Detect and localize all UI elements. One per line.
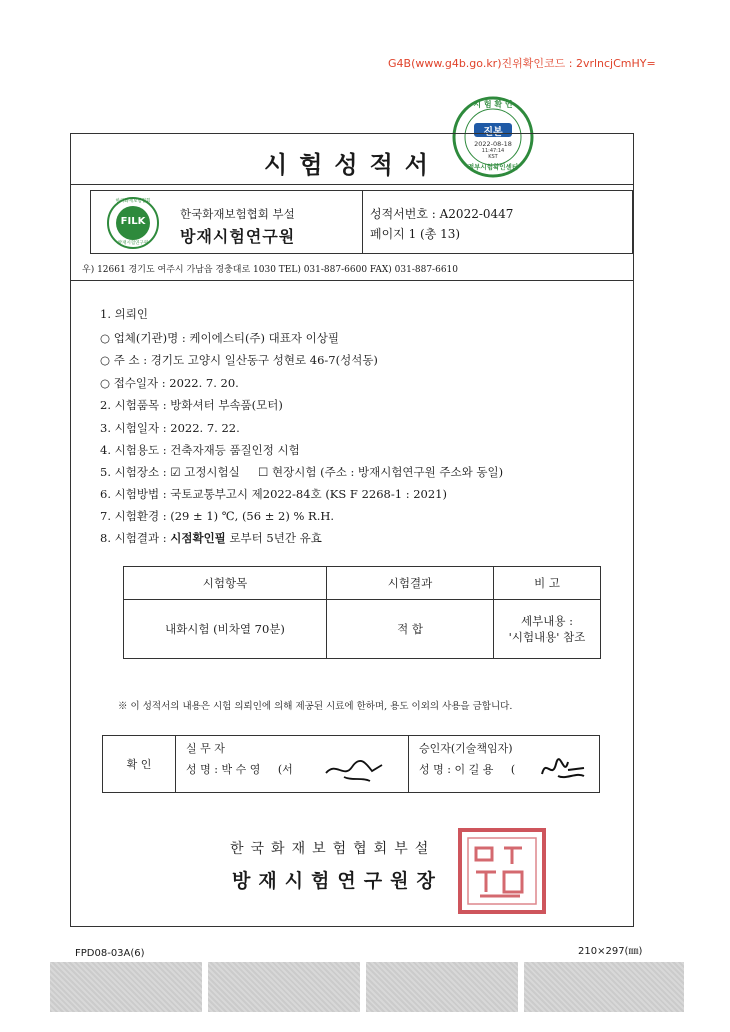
seal-bottom-text: 정부시험확인센터 bbox=[467, 163, 519, 171]
test-result-suffix: 로부터 5년간 유효 bbox=[225, 531, 322, 545]
organization-name: 방재시험연구원 bbox=[180, 227, 296, 246]
official-red-seal-icon bbox=[456, 826, 548, 916]
footer-organization-name: 방재시험연구원장 bbox=[232, 870, 443, 892]
seal-time: 11:47:14 bbox=[481, 148, 505, 154]
test-result-label: 8. 시험결과 : bbox=[100, 531, 171, 545]
logo-ring-top: 한국화재보험협회 bbox=[115, 199, 151, 204]
test-environment-line: 7. 시험환경 : (29 ± 1) ℃, (56 ± 2) % R.H. bbox=[100, 509, 335, 523]
cell-test-result: 적 합 bbox=[327, 600, 494, 659]
approver-name: 성 명 : 이 길 용 bbox=[419, 763, 494, 776]
approver-sign-label: ( bbox=[510, 763, 516, 776]
staff-sign-label: (서 bbox=[277, 763, 293, 776]
footer-strip-1 bbox=[50, 962, 202, 1012]
header-test-item: 시험항목 bbox=[124, 567, 327, 600]
footer-organization-sub: 한국화재보험협회부설 bbox=[230, 841, 436, 857]
address-divider bbox=[70, 280, 634, 281]
seal-top-text: 시 험 확 인 bbox=[473, 100, 513, 109]
footer-strip-4 bbox=[524, 962, 684, 1012]
seal-date: 2022-08-18 bbox=[474, 140, 512, 148]
usage-note: ※ 이 성적서의 내용은 시험 의뢰인에 의해 제공된 시료에 한하며, 용도 이외의 사용을 금합니다. bbox=[118, 701, 513, 712]
footer-strip-2 bbox=[208, 962, 360, 1012]
remark-line-2: '시험내용' 참조 bbox=[508, 630, 586, 644]
document-title: 시험성적서 bbox=[264, 150, 440, 179]
certificate-number: 성적서번호 : A2022-0447 bbox=[370, 207, 514, 221]
staff-signature-icon bbox=[322, 757, 386, 783]
cell-remark bbox=[494, 600, 601, 659]
header-test-result: 시험결과 bbox=[327, 567, 494, 600]
seal-center-text: 진본 bbox=[483, 127, 503, 138]
approver-title: 승인자(기술책임자) bbox=[419, 742, 513, 755]
result-table bbox=[123, 566, 601, 659]
fixed-lab-checkbox: ☑ 고정시험실 bbox=[170, 465, 240, 479]
staff-name: 성 명 : 박 수 영 bbox=[186, 763, 261, 776]
logo-ring-bottom: 방재시험연구원 bbox=[117, 241, 149, 246]
test-purpose-line: 4. 시험용도 : 건축자재등 품질인정 시험 bbox=[100, 443, 300, 457]
requester-heading: 1. 의뢰인 bbox=[100, 307, 148, 321]
approver-signature-icon bbox=[538, 754, 588, 784]
onsite-test-checkbox: ☐ 현장시험 (주소 : 방재시험연구원 주소와 동일) bbox=[258, 465, 504, 479]
logo-text: FILK bbox=[120, 216, 146, 227]
paper-size: 210×297(㎜) bbox=[578, 946, 643, 957]
remark-line-1: 세부내용 : bbox=[521, 614, 573, 628]
header-remark: 비 고 bbox=[494, 567, 601, 600]
test-location-line bbox=[100, 464, 503, 480]
organization-address: 우) 12661 경기도 여주시 가남읍 경충대로 1030 TEL) 031-887-6600 FAX) 031-887-6610 bbox=[82, 265, 458, 275]
confirm-label: 확 인 bbox=[103, 736, 176, 793]
page-number: 페이지 1 (총 13) bbox=[370, 227, 461, 241]
company-line: ○ 업체(기관)명 : 케이에스티(주) 대표자 이상필 bbox=[100, 331, 339, 345]
table-row bbox=[124, 600, 601, 659]
organization-sub: 한국화재보험협회 부설 bbox=[180, 207, 295, 221]
title-box bbox=[70, 133, 634, 185]
staff-title: 실 무 자 bbox=[186, 742, 225, 755]
test-location-label: 5. 시험장소 : bbox=[100, 465, 171, 479]
header-divider bbox=[362, 190, 363, 254]
footer-strip-3 bbox=[366, 962, 518, 1012]
verification-code-link[interactable]: G4B(www.g4b.go.kr)진위확인코드 : 2vrlncjCmHY= bbox=[388, 57, 656, 70]
test-result-bold: 시점확인필 bbox=[170, 531, 226, 545]
test-result-line bbox=[100, 530, 322, 546]
seal-tz: KST bbox=[488, 154, 498, 160]
receipt-date-line: ○ 접수일자 : 2022. 7. 20. bbox=[100, 376, 239, 390]
cell-test-item: 내화시험 (비차열 70분) bbox=[124, 600, 327, 659]
form-code: FPD08-03A(6) bbox=[75, 948, 145, 959]
test-item-line: 2. 시험품목 : 방화셔터 부속품(모터) bbox=[100, 398, 283, 412]
test-method-line: 6. 시험방법 : 국토교통부고시 제2022-84호 (KS F 2268-1 : 2021) bbox=[100, 487, 447, 501]
test-date-line: 3. 시험일자 : 2022. 7. 22. bbox=[100, 421, 240, 435]
company-address-line: ○ 주 소 : 경기도 고양시 일산동구 성현로 46-7(성석동) bbox=[100, 353, 378, 367]
